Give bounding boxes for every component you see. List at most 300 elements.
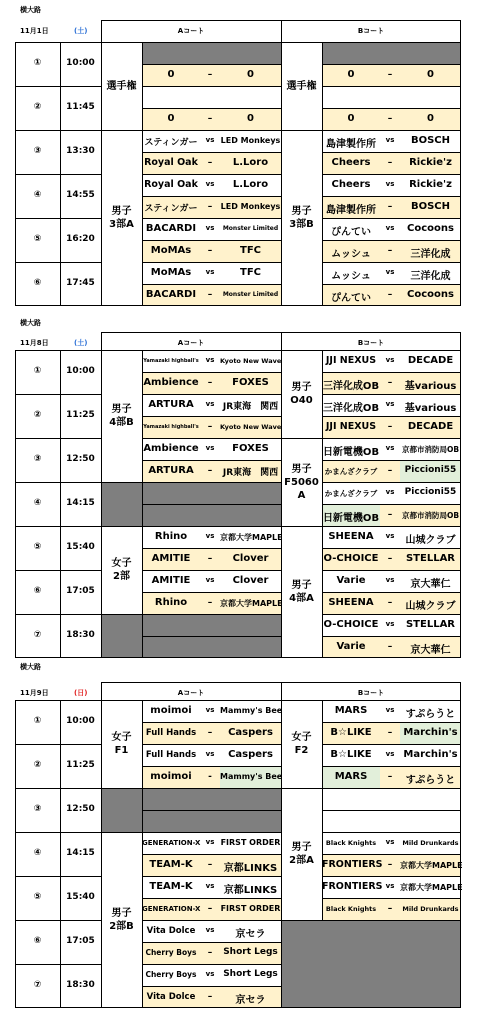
court-a-separator: – [207, 422, 213, 432]
match-line [142, 218, 281, 219]
match-line [142, 810, 281, 811]
court-a-team-1: Rhino [154, 530, 188, 542]
match-line [322, 262, 461, 263]
match-line [322, 130, 461, 131]
court-b-separator: vs [385, 180, 395, 188]
match-line [142, 130, 281, 131]
court-b-team-2: Mild Drunkards [402, 838, 459, 847]
match-line [142, 636, 281, 637]
match-line [322, 438, 461, 439]
match-line [322, 810, 461, 811]
court-a-team-1: BACARDI [145, 288, 197, 300]
court-a-team-2: Mammy's Bee [220, 706, 283, 716]
court-a-separator: – [207, 904, 213, 914]
court-a-team-2: 京都大学MAPLE [220, 533, 283, 543]
court-b-team-2: STELLAR [405, 618, 456, 630]
court-a-team-1: Full Hands [145, 727, 197, 738]
match-line [142, 876, 281, 877]
match-line [322, 64, 461, 65]
court-a-team-1: Royal Oak [144, 157, 198, 169]
slot-number: ⑥ [33, 586, 42, 596]
court-a-team-1: Ambience [143, 376, 199, 388]
court-a-team-2: 京都LINKS [223, 862, 278, 874]
court-b-separator: vs [385, 576, 395, 584]
court-a-team-2: FIRST ORDER [220, 838, 281, 848]
court-a-separator: vs [205, 180, 215, 188]
court-b-team-2: すぷらうと [405, 774, 456, 786]
match-line [322, 876, 461, 877]
court-a-division-label: 女子 2部 [111, 558, 132, 582]
court-a-team-2: L.Loro [232, 156, 269, 168]
court-a-separator: – [207, 378, 213, 388]
match-line [322, 482, 461, 483]
court-a-team-2: Clover [232, 574, 269, 586]
slot-line [15, 832, 101, 833]
court-b-division-label: 男子 3部B [289, 206, 314, 230]
match-line [322, 394, 461, 395]
slot-number: ② [33, 410, 42, 420]
court-b-team-1: Varie [336, 640, 366, 652]
court-b-separator: – [387, 554, 393, 564]
court-b-separator: – [387, 598, 393, 608]
court-a-team-2: JR東海 関西 [222, 468, 279, 479]
court-b-separator: vs [385, 268, 395, 276]
match-line [322, 592, 461, 593]
court-b-separator: vs [385, 488, 395, 496]
match-line [322, 174, 461, 175]
court-a-team-1: TEAM-K [149, 880, 193, 892]
match-line [322, 766, 461, 767]
court-a-separator: vs [205, 576, 215, 584]
court-a-separator: vs [205, 926, 215, 934]
slot-line [15, 964, 101, 965]
court-a-team-2: FIRST ORDER [220, 904, 281, 914]
slot-line [15, 218, 101, 219]
court-a-team-1: BACARDI [145, 222, 197, 234]
court-a-team-1: Royal Oak [144, 179, 198, 191]
match-line [142, 504, 281, 505]
court-b-separator: vs [385, 882, 395, 890]
slot-time: 17:45 [66, 278, 95, 288]
slot-number: ④ [33, 190, 42, 200]
court-b-division-label: 男子 2部A [289, 842, 314, 866]
court-a-team-2: FOXES [232, 442, 269, 454]
court-b-team-2: 三洋化成 [410, 270, 451, 282]
slot-number: ③ [33, 146, 42, 156]
court-b-team-1: 島津製作所 [326, 138, 376, 150]
match-line [142, 262, 281, 263]
court-b-separator: – [387, 642, 393, 652]
day-of-week-label: (土) [74, 339, 88, 347]
court-b-team-1: ムッシュ [331, 248, 371, 260]
match-line [322, 744, 461, 745]
match-line [322, 372, 461, 373]
slot-number: ① [33, 716, 42, 726]
court-a-team-1: 0 [167, 68, 175, 80]
match-line [142, 548, 281, 549]
court-b-separator: – [387, 290, 393, 300]
court-b-team-2: 山城クラブ [405, 600, 456, 612]
match-line [322, 526, 461, 527]
court-b-team-1: 島津製作所 [326, 204, 376, 216]
slot-time: 17:05 [66, 936, 95, 946]
court-a-team-1: moimoi [150, 770, 192, 782]
court-b-team-2: Mild Drunkards [402, 904, 459, 913]
court-a-separator: vs [205, 532, 215, 540]
court-b-team-2: STELLAR [405, 552, 456, 564]
court-a-team-1: Full Hands [145, 749, 197, 760]
slot-time: 16:20 [66, 234, 95, 244]
court-b-team-2: Marchin's [403, 726, 458, 738]
slot-line [15, 744, 101, 745]
court-b-team-1: B☆LIKE [330, 748, 372, 760]
court-b-team-2: 三洋化成 [410, 248, 451, 260]
court-b-division-label: 男子 F5060 A [284, 463, 319, 501]
match-line [322, 152, 461, 153]
slot-number: ② [33, 102, 42, 112]
match-line [142, 722, 281, 723]
court-b-team-1: 日新電機OB [322, 446, 380, 458]
slot-time: 18:30 [66, 630, 95, 640]
court-b-team-2: Rickie'z [409, 156, 452, 168]
court-b-team-2: 0 [427, 68, 434, 80]
court-b-team-1: JJI NEXUS [325, 355, 377, 367]
match-line [322, 504, 461, 505]
match-line [142, 482, 281, 483]
court-a-team-1: MoMAs [150, 266, 192, 278]
court-b-separator: vs [385, 706, 395, 714]
court-a-team-1: AMITIE [151, 552, 191, 564]
slot-number: ⑤ [33, 892, 42, 902]
court-b-team-1: FRONTIERS [322, 881, 383, 893]
slot-line [15, 130, 101, 131]
court-b-team-2: DECADE [407, 420, 454, 432]
court-a-team-1: Ambience [143, 442, 199, 454]
court-a-team-1: Cherry Boys [145, 970, 197, 980]
court-b-separator: – [387, 246, 393, 256]
match-line [142, 788, 281, 789]
court-b-team-1: Cheers [331, 178, 371, 190]
court-a-team-1: GENERATION-X [142, 838, 201, 847]
venue-label: 横大路 [20, 319, 41, 327]
slot-time: 15:40 [66, 892, 95, 902]
date-label: 11月1日 [20, 27, 49, 35]
court-a-team-1: AMITIE [151, 574, 191, 586]
match-line [142, 196, 281, 197]
slot-line [15, 438, 101, 439]
court-a-separator: - [208, 772, 212, 782]
court-b-team-1: SHEENA [328, 596, 374, 608]
court-b-team-2: 基various [404, 380, 457, 392]
court-a-team-1: スティンガー [144, 204, 198, 215]
court-a-separator: – [207, 202, 213, 212]
slot-line [15, 876, 101, 877]
slot-time: 11:45 [66, 102, 95, 112]
court-b-header: Bコート [357, 689, 385, 697]
slot-time: 10:00 [66, 58, 95, 68]
court-b-team-1: ぴんてい [331, 292, 371, 304]
match-line [142, 964, 281, 965]
court-b-separator: vs [385, 620, 395, 628]
court-a-separator: vs [205, 970, 215, 978]
court-a-separator: vs [205, 750, 215, 758]
court-b-division-label: 選手権 [286, 80, 317, 92]
court-a-separator: – [207, 860, 213, 870]
court-a-team-1: ARTURA [148, 398, 194, 410]
slot-number: ⑤ [33, 234, 42, 244]
court-a-team-1: moimoi [150, 704, 192, 716]
court-a-team-1: Vita Dolce [146, 991, 196, 1002]
court-b-team-1: 0 [347, 112, 355, 124]
match-line [142, 942, 281, 943]
court-b-separator: – [387, 158, 393, 168]
slot-number: ⑤ [33, 542, 42, 552]
match-line [322, 108, 461, 109]
court-b-team-2: すぷらうと [405, 708, 456, 720]
match-line [142, 744, 281, 745]
slot-time: 15:40 [66, 542, 95, 552]
match-line [142, 64, 281, 65]
court-a-separator: vs [205, 136, 215, 144]
court-b-team-1: MARS [334, 770, 368, 782]
court-b-separator: vs [385, 224, 395, 232]
court-a-team-1: スティンガー [144, 138, 198, 149]
court-a-team-2: Caspers [228, 748, 273, 760]
col-line [322, 350, 323, 658]
date-label: 11月9日 [20, 689, 49, 697]
court-b-team-1: O-CHOICE [323, 552, 379, 564]
court-b-team-2: Cocoons [407, 222, 454, 234]
match-line [142, 284, 281, 285]
slot-line [15, 482, 101, 483]
court-a-division-label: 選手権 [106, 80, 137, 92]
court-b-team-1: かまんざクラブ [324, 489, 378, 499]
court-b-team-1: ムッシュ [331, 270, 371, 282]
court-b-team-1: 三洋化成OB [322, 402, 380, 414]
match-line [322, 416, 461, 417]
slot-time: 11:25 [66, 760, 95, 770]
court-a-team-2: 京都LINKS [223, 884, 278, 896]
slot-number: ⑦ [33, 630, 42, 640]
match-line [142, 86, 281, 87]
slot-line [15, 570, 101, 571]
court-a-team-2: TFC [240, 266, 261, 278]
match-line [142, 986, 281, 987]
court-b-division-label: 男子 O40 [290, 382, 313, 406]
court-a-separator: – [207, 948, 213, 958]
court-b-separator: vs [385, 838, 395, 846]
venue-label: 横大路 [20, 6, 41, 14]
court-b-team-1: B☆LIKE [330, 726, 372, 738]
slot-line [15, 526, 101, 527]
court-b-team-1: Varie [336, 574, 366, 586]
slot-time: 10:00 [66, 366, 95, 376]
court-b-team-1: Black Knights [325, 838, 377, 847]
slot-line [15, 920, 101, 921]
court-b-team-1: O-CHOICE [323, 618, 379, 630]
match-line [322, 86, 461, 87]
slot-number: ① [33, 366, 42, 376]
court-a-separator: – [207, 70, 213, 80]
court-b-team-2: 京都大学MAPLE [400, 883, 463, 893]
court-b-team-2: Marchin's [403, 748, 458, 760]
match-line [142, 898, 281, 899]
court-a-separator: vs [205, 400, 215, 408]
match-line [322, 898, 461, 899]
day-of-week-label: (土) [74, 27, 88, 35]
court-a-separator: – [207, 158, 213, 168]
day-of-week-label: (日) [74, 689, 88, 697]
court-a-team-2: 0 [247, 112, 254, 124]
court-b-separator: vs [385, 356, 395, 364]
court-a-team-1: Yamazaki highball's [143, 423, 199, 430]
match-line [322, 570, 461, 571]
slot-number: ④ [33, 848, 42, 858]
slot-number: ⑥ [33, 278, 42, 288]
court-b-team-2: BOSCH [410, 200, 451, 212]
court-a-team-2: Kyoto New Wave [220, 356, 282, 365]
court-b-separator: – [387, 510, 393, 520]
court-b-team-1: SHEENA [328, 530, 374, 542]
court-b-team-2: 基various [404, 402, 457, 414]
court-a-header: Aコート [177, 339, 205, 347]
court-b-header: Bコート [357, 339, 385, 347]
court-a-team-2: Monster Limited [222, 291, 279, 299]
court-a-team-2: Short Legs [223, 969, 278, 980]
court-a-header: Aコート [177, 27, 205, 35]
court-a-team-1: Cherry Boys [145, 948, 197, 958]
slot-number: ⑦ [33, 980, 42, 990]
court-a-separator: vs [205, 268, 215, 276]
match-line [142, 592, 281, 593]
court-a-team-2: 0 [247, 68, 254, 80]
match-line [322, 240, 461, 241]
date-label: 11月8日 [20, 339, 49, 347]
match-line [322, 614, 461, 615]
court-a-team-2: L.Loro [232, 178, 269, 190]
court-a-separator: – [207, 598, 213, 608]
court-b-team-1: Black Knights [325, 904, 377, 913]
slot-time: 14:55 [66, 190, 95, 200]
court-b-separator: – [387, 422, 393, 432]
court-a-division-label: 男子 4部B [109, 404, 134, 428]
court-b-team-1: JJI NEXUS [325, 421, 377, 433]
court-b-separator: vs [385, 400, 395, 408]
match-line [142, 438, 281, 439]
court-b-separator: – [387, 860, 393, 870]
slot-line [15, 614, 101, 615]
court-b-team-2: 京大華仁 [410, 644, 451, 656]
court-a-separator: – [207, 728, 213, 738]
match-line [322, 460, 461, 461]
court-a-separator: vs [205, 706, 215, 714]
court-a-division-label: 男子 2部B [109, 908, 134, 932]
slot-time: 13:30 [66, 146, 95, 156]
court-a-team-2: LED Monkeys [220, 202, 281, 212]
court-b-team-1: MARS [334, 704, 368, 716]
court-a-separator: – [207, 992, 213, 1002]
court-b-separator: – [387, 202, 393, 212]
court-b-separator: vs [385, 750, 395, 758]
match-line [142, 152, 281, 153]
match-line [142, 920, 281, 921]
match-line [322, 218, 461, 219]
court-a-team-2: LED Monkeys [220, 136, 281, 146]
match-line [322, 854, 461, 855]
slot-number: ⑥ [33, 936, 42, 946]
court-b-team-2: DECADE [407, 354, 454, 366]
court-a-team-2: 京セラ [235, 928, 266, 940]
court-a-team-2: 京セラ [235, 994, 266, 1006]
slot-line [15, 394, 101, 395]
court-b-separator: – [387, 772, 393, 782]
court-a-team-2: Clover [232, 552, 269, 564]
match-line [322, 788, 461, 789]
court-a-header: Aコート [177, 689, 205, 697]
court-b-team-2: 京都市消防局OB [401, 445, 460, 455]
court-a-separator: vs [205, 838, 215, 846]
court-a-team-2: TFC [240, 244, 261, 256]
court-b-separator: – [387, 378, 393, 388]
match-line [142, 416, 281, 417]
slot-time: 12:50 [66, 454, 95, 464]
court-a-division-label [101, 788, 142, 832]
slot-time: 14:15 [66, 498, 95, 508]
court-b-division-label: 女子 F2 [291, 732, 312, 756]
court-b-team-2: Cocoons [407, 288, 454, 300]
slot-time: 18:30 [66, 980, 95, 990]
court-b-team-1: 0 [347, 68, 355, 80]
court-a-team-2: Kyoto New Wave [220, 422, 282, 431]
court-b-team-2: 京都市消防局OB [401, 511, 460, 521]
court-b-team-1: Cheers [331, 156, 371, 168]
match-line [142, 570, 281, 571]
slot-line [15, 788, 101, 789]
court-a-separator: – [207, 290, 213, 300]
court-a-team-1: MoMAs [150, 244, 192, 256]
match-line [142, 372, 281, 373]
col-line [142, 350, 143, 658]
court-b-separator: vs [385, 444, 395, 452]
court-a-separator: vs [205, 444, 215, 452]
slot-time: 14:15 [66, 848, 95, 858]
court-a-team-1: Yamazaki highball's [143, 357, 199, 364]
match-line [142, 766, 281, 767]
match-line [142, 240, 281, 241]
court-a-division-label [101, 482, 142, 526]
court-a-division-label [101, 614, 142, 658]
court-b-separator: – [387, 904, 393, 914]
slot-number: ③ [33, 804, 42, 814]
court-b-team-2: Piccioni55 [404, 465, 457, 476]
court-a-team-1: TEAM-K [149, 858, 193, 870]
court-b-team-2: 京都大学MAPLE [400, 861, 463, 871]
court-b-team-1: FRONTIERS [322, 859, 383, 871]
match-line [322, 284, 461, 285]
slot-number: ④ [33, 498, 42, 508]
court-a-separator: – [207, 466, 213, 476]
court-a-team-2: JR東海 関西 [222, 402, 279, 413]
court-b-team-2: Piccioni55 [404, 487, 457, 498]
court-b-team-2: BOSCH [410, 134, 451, 146]
court-b-team-2: Rickie'z [409, 178, 452, 190]
slot-time: 10:00 [66, 716, 95, 726]
court-a-division-label: 男子 3部A [109, 206, 134, 230]
match-line [322, 722, 461, 723]
court-a-separator: vs [205, 224, 215, 232]
court-a-team-2: Monster Limited [222, 225, 279, 233]
court-b-team-1: ぴんてい [331, 226, 371, 238]
